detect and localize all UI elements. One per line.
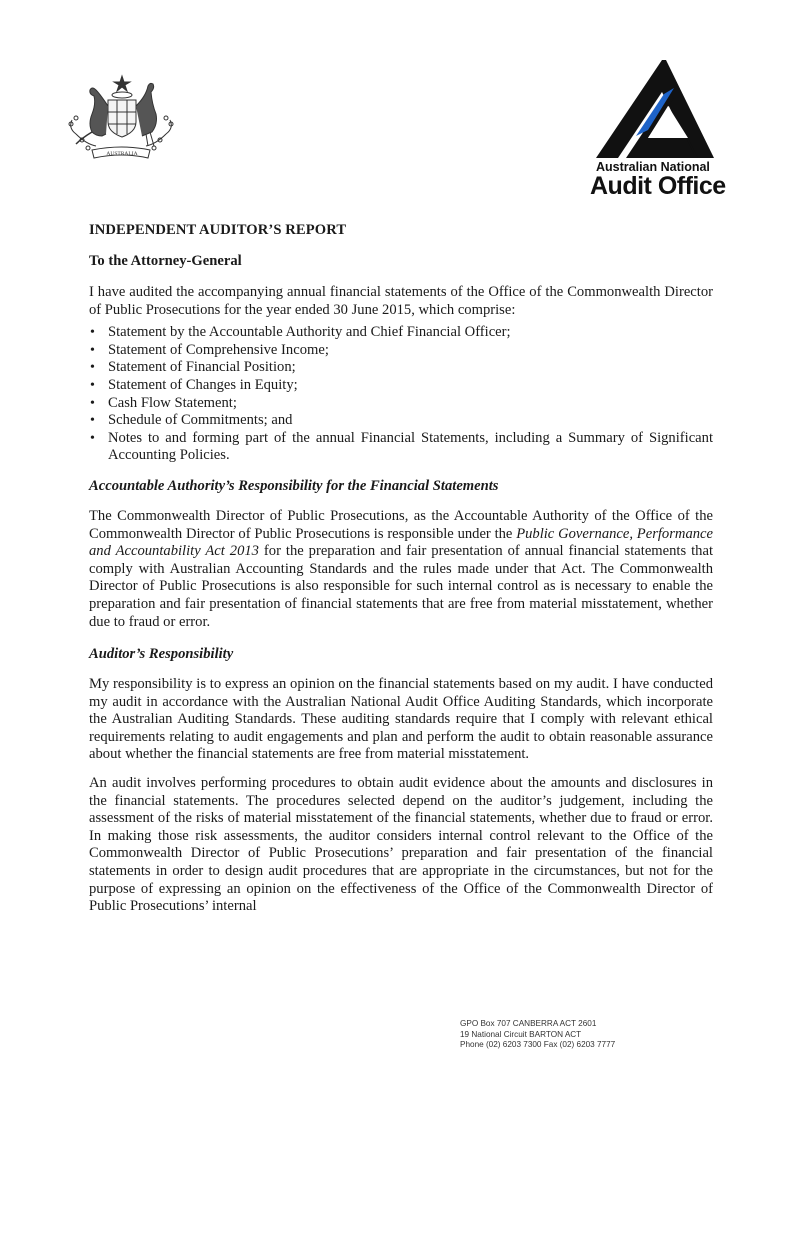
- footer-line-postal: GPO Box 707 CANBERRA ACT 2601: [460, 1019, 597, 1028]
- auditor-heading: Auditor’s Responsibility: [89, 646, 234, 663]
- list-item: • Statement of Financial Position;: [89, 359, 713, 377]
- report-body: [89, 222, 713, 927]
- intro-paragraph: I have audited the accompanying annual financial statements of the Office of the Commonwealth Director of Public Prosecutions for the year ended 30 June 2015, which comprise:: [89, 284, 713, 318]
- footer-address: [460, 1019, 615, 1051]
- responsibility-text-b: for the preparation and fair presentation of annual financial statements that comply with Australian Accounting Standards and the rules made under that Act. The Commonwealth Director of Public Prosecutions is also responsible for such internal control as is necessary to enable the preparation and fair presentation of financial statements that are free from material misstatement, whether due to fraud or error.: [89, 543, 713, 630]
- addressee: To the Attorney-General: [89, 253, 242, 269]
- anao-logo: [588, 58, 738, 198]
- anao-name-line1: Australian National: [596, 160, 710, 174]
- coat-of-arms-icon: [62, 74, 180, 166]
- responsibility-text-a: The Commonwealth Director of Public Prosecutions, as the Accountable Authority of the Office of the Commonwealth Director of Public Prosecutions is responsible under the: [89, 507, 713, 542]
- list-item: • Notes to and forming part of the annual Financial Statements, including a Summary of Significant Accounting Policies.: [89, 430, 713, 465]
- list-item: • Statement of Changes in Equity;: [89, 377, 713, 395]
- list-item: • Statement by the Accountable Authority and Chief Financial Officer;: [89, 324, 713, 342]
- footer-line-phone: Phone (02) 6203 7300 Fax (02) 6203 7777: [460, 1040, 616, 1049]
- responsibility-paragraph: [89, 508, 713, 631]
- anao-triangle-icon: [596, 58, 714, 158]
- crest-scroll-text: AUSTRALIA: [106, 151, 138, 157]
- auditor-paragraph-1: My responsibility is to express an opinion on the financial statements based on my audit. I have conducted my audit in accordance with the Australian National Audit Office Auditing Standards, which incorporate the Australian Auditing Standards. These auditing standards require that I comply with relevant ethical requirements relating to audit engagements and plan and perform the audit to obtain reasonable assurance about whether the financial statements are free from material misstatement.: [89, 676, 713, 763]
- auditor-paragraph-2: An audit involves performing procedures to obtain audit evidence about the amounts and disclosures in the financial statements. The procedures selected depend on the auditor’s judgement, including the assessment of the risks of material misstatement of the financial statements, whether due to fraud or error. In making those risk assessments, the auditor considers internal control relevant to the Office of the Commonwealth Director of Public Prosecutions’ preparation and fair presentation of the financial statements in order to design audit procedures that are appropriate in the circumstances, but not for the purpose of expressing an opinion on the effectiveness of the Office of the Commonwealth Director of Public Prosecutions’ internal: [89, 775, 713, 915]
- anao-name-line2: Audit Office: [590, 172, 726, 200]
- responsibility-heading: Accountable Authority’s Responsibility for the Financial Statements: [89, 477, 499, 494]
- list-item: • Statement of Comprehensive Income;: [89, 342, 713, 360]
- footer-line-street: 19 National Circuit BARTON ACT: [460, 1029, 582, 1039]
- report-title: INDEPENDENT AUDITOR’S REPORT: [89, 222, 347, 238]
- list-item: • Schedule of Commitments; and: [89, 412, 713, 430]
- statements-list: [89, 324, 713, 465]
- list-item: • Cash Flow Statement;: [89, 395, 713, 413]
- act-title: Public Governance, Performance and Accountability Act 2013: [89, 525, 713, 560]
